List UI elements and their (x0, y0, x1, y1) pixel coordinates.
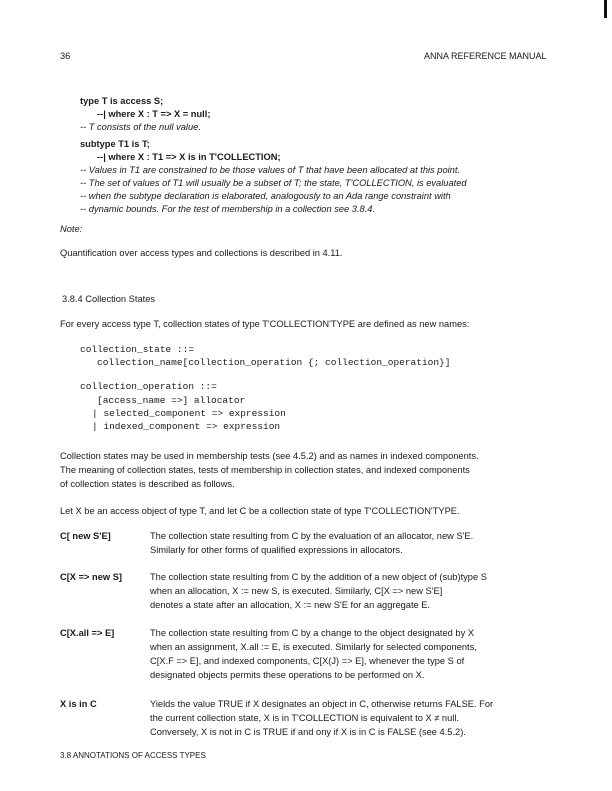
definition-text: when an assignment, X.all := E, is executed. Similarly for selected components, (150, 642, 477, 652)
paragraph-line: of collection states is described as follows. (60, 479, 235, 489)
grammar-line: | selected_component => expression (92, 408, 286, 419)
definition-term: C[X => new S] (60, 572, 122, 582)
running-title: ANNA REFERENCE MANUAL (424, 51, 547, 61)
definition-term: X is in C (60, 699, 97, 709)
grammar-line: collection_operation ::= (80, 381, 217, 392)
grammar-line: collection_state ::= (80, 344, 195, 355)
code-line: --| where X : T => X = null; (97, 109, 211, 119)
section-heading: 3.8.4 Collection States (62, 294, 156, 304)
code-line: subtype T1 is T; (80, 139, 150, 149)
grammar-line: [access_name =>] allocator (97, 395, 246, 406)
paragraph-line: Let X be an access object of type T, and let C be a collection state of type T'COLLECTION'TYPE. (60, 506, 460, 516)
definition-text: designated objects permits these operations to be performed on X. (150, 670, 425, 680)
page-number: 36 (60, 51, 71, 61)
definition-text: C[X.F => E], and indexed components, C[X(J) => E], whenever the type S of (150, 656, 465, 666)
code-comment: -- dynamic bounds. For the test of membership in a collection see 3.8.4. (80, 204, 376, 214)
intro-paragraph: For every access type T, collection states of type T'COLLECTION'TYPE are defined as new names: (60, 319, 470, 329)
note-label: Note: (60, 224, 83, 234)
code-line: --| where X : T1 => X is in T'COLLECTION; (97, 152, 281, 162)
code-comment: -- The set of values of T1 will usually be a subset of T; the state, T'COLLECTION, is evaluated (80, 178, 467, 188)
definition-text: Similarly for other forms of qualified expressions in allocators. (150, 545, 403, 555)
definition-text: Conversely, X is not in C is TRUE if and ony if X is in C is FALSE (see 4.5.2). (150, 727, 466, 737)
note-text: Quantification over access types and collections is described in 4.11. (60, 248, 343, 258)
code-comment: -- T consists of the null value. (80, 122, 201, 132)
definition-text: denotes a state after an allocation, X := new S'E for an aggregate E. (150, 600, 431, 610)
change-bar (604, 0, 607, 18)
definition-term: C[X.all => E] (60, 628, 115, 638)
paragraph-line: The meaning of collection states, tests of membership in collection states, and indexed components (60, 465, 470, 475)
footer: 3.8 ANNOTATIONS OF ACCESS TYPES (60, 751, 206, 760)
grammar-line: | indexed_component => expression (92, 421, 281, 432)
definition-text: the current collection state, X is in T'COLLECTION is equivalent to X ≠ null. (150, 713, 459, 723)
definition-text: when an allocation, X := new S, is executed. Similarly, C[X => new S'E] (150, 586, 443, 596)
definition-text: The collection state resulting from C by a change to the object designated by X (150, 628, 475, 638)
paragraph-line: Collection states may be used in membership tests (see 4.5.2) and as names in indexed components. (60, 451, 479, 461)
definition-term: C[ new S'E] (60, 531, 111, 541)
code-comment: -- when the subtype declaration is elaborated, analogously to an Ada range constraint with (80, 191, 451, 201)
code-comment: -- Values in T1 are constrained to be those values of T that have been allocated at this point. (80, 165, 461, 175)
definition-text: The collection state resulting from C by the addition of a new object of (sub)type S (150, 572, 487, 582)
grammar-line: collection_name[collection_operation {; collection_operation}] (97, 357, 451, 368)
definition-text: The collection state resulting from C by the evaluation of an allocator, new S'E. (150, 531, 474, 541)
definition-text: Yields the value TRUE if X designates an object in C, otherwise returns FALSE. For (150, 699, 494, 709)
code-line: type T is access S; (80, 96, 164, 106)
